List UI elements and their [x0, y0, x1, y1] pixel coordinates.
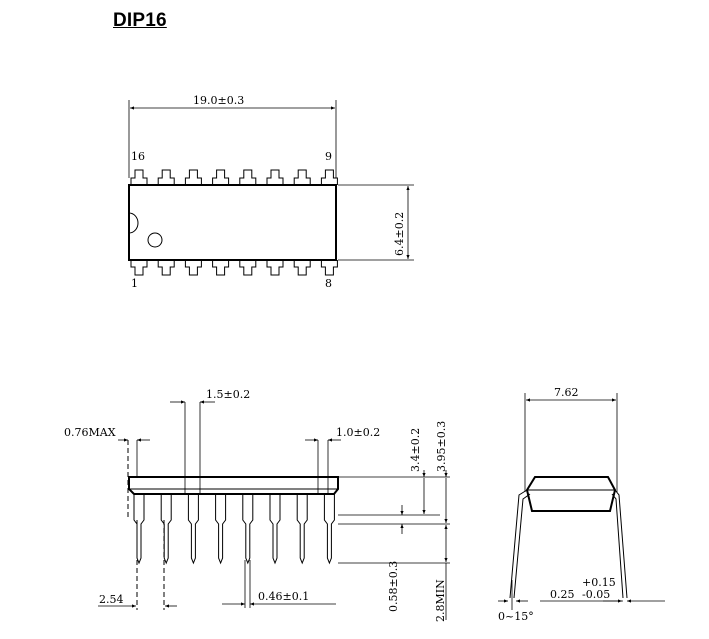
end-view-body — [527, 477, 615, 511]
end-view-left-lead — [510, 490, 530, 598]
side-view — [64, 388, 450, 622]
top-pin — [213, 170, 229, 185]
max-dimension: 0.76MAX — [64, 426, 116, 439]
length-dimension: 19.0±0.3 — [193, 94, 245, 107]
lead-angle-dimension: 0~15° — [498, 610, 534, 623]
top-pin — [158, 170, 174, 185]
top-pin — [267, 170, 283, 185]
pin1-notch — [129, 213, 138, 233]
pitch-dimension: 2.54 — [99, 593, 124, 606]
bottom-pin — [240, 260, 256, 275]
pin-label-8: 8 — [325, 277, 332, 290]
standoff-dimension: 0.58±0.3 — [387, 560, 400, 612]
pin-label-9: 9 — [325, 150, 332, 163]
top-pin — [294, 170, 310, 185]
side-lead — [188, 494, 198, 563]
total-height-dimension: 3.95±0.3 — [435, 420, 448, 472]
end-dimension: 1.0±0.2 — [336, 426, 381, 439]
lead-length-dimension: 2.8MIN — [434, 579, 447, 622]
side-lead — [216, 494, 226, 563]
side-lead — [134, 494, 144, 563]
side-lead — [270, 494, 280, 563]
side-lead — [324, 494, 334, 563]
top-view-body — [129, 185, 336, 260]
top-view — [129, 94, 414, 290]
shoulder-dimension: 1.5±0.2 — [206, 388, 251, 401]
width-dimension: 6.4±0.2 — [393, 211, 406, 256]
side-lead — [161, 494, 171, 563]
top-pin — [185, 170, 201, 185]
bottom-pin — [267, 260, 283, 275]
side-lead — [297, 494, 307, 563]
bottom-pin — [294, 260, 310, 275]
bottom-pin — [131, 260, 147, 275]
top-pin — [131, 170, 147, 185]
thickness-value: 0.25 — [550, 588, 575, 601]
thickness-tol-minus: -0.05 — [582, 588, 611, 601]
pin1-marker — [148, 233, 162, 247]
side-view-body — [129, 477, 338, 494]
top-pin — [321, 170, 337, 185]
bottom-pin — [213, 260, 229, 275]
bottom-pin — [185, 260, 201, 275]
bottom-pins — [131, 260, 337, 275]
body-height-dimension: 3.4±0.2 — [409, 427, 422, 472]
top-pins — [131, 170, 337, 185]
thickness-tol-plus: +0.15 — [582, 576, 616, 589]
pin-label-16: 16 — [131, 150, 145, 163]
pin-label-1: 1 — [131, 277, 138, 290]
side-lead — [243, 494, 253, 563]
row-spacing-dimension: 7.62 — [554, 386, 579, 399]
end-view — [498, 386, 665, 623]
bottom-pin — [321, 260, 337, 275]
top-pin — [240, 170, 256, 185]
lead-width-dimension: 0.46±0.1 — [258, 590, 310, 603]
bottom-pin — [158, 260, 174, 275]
package-title: DIP16 — [113, 10, 167, 31]
